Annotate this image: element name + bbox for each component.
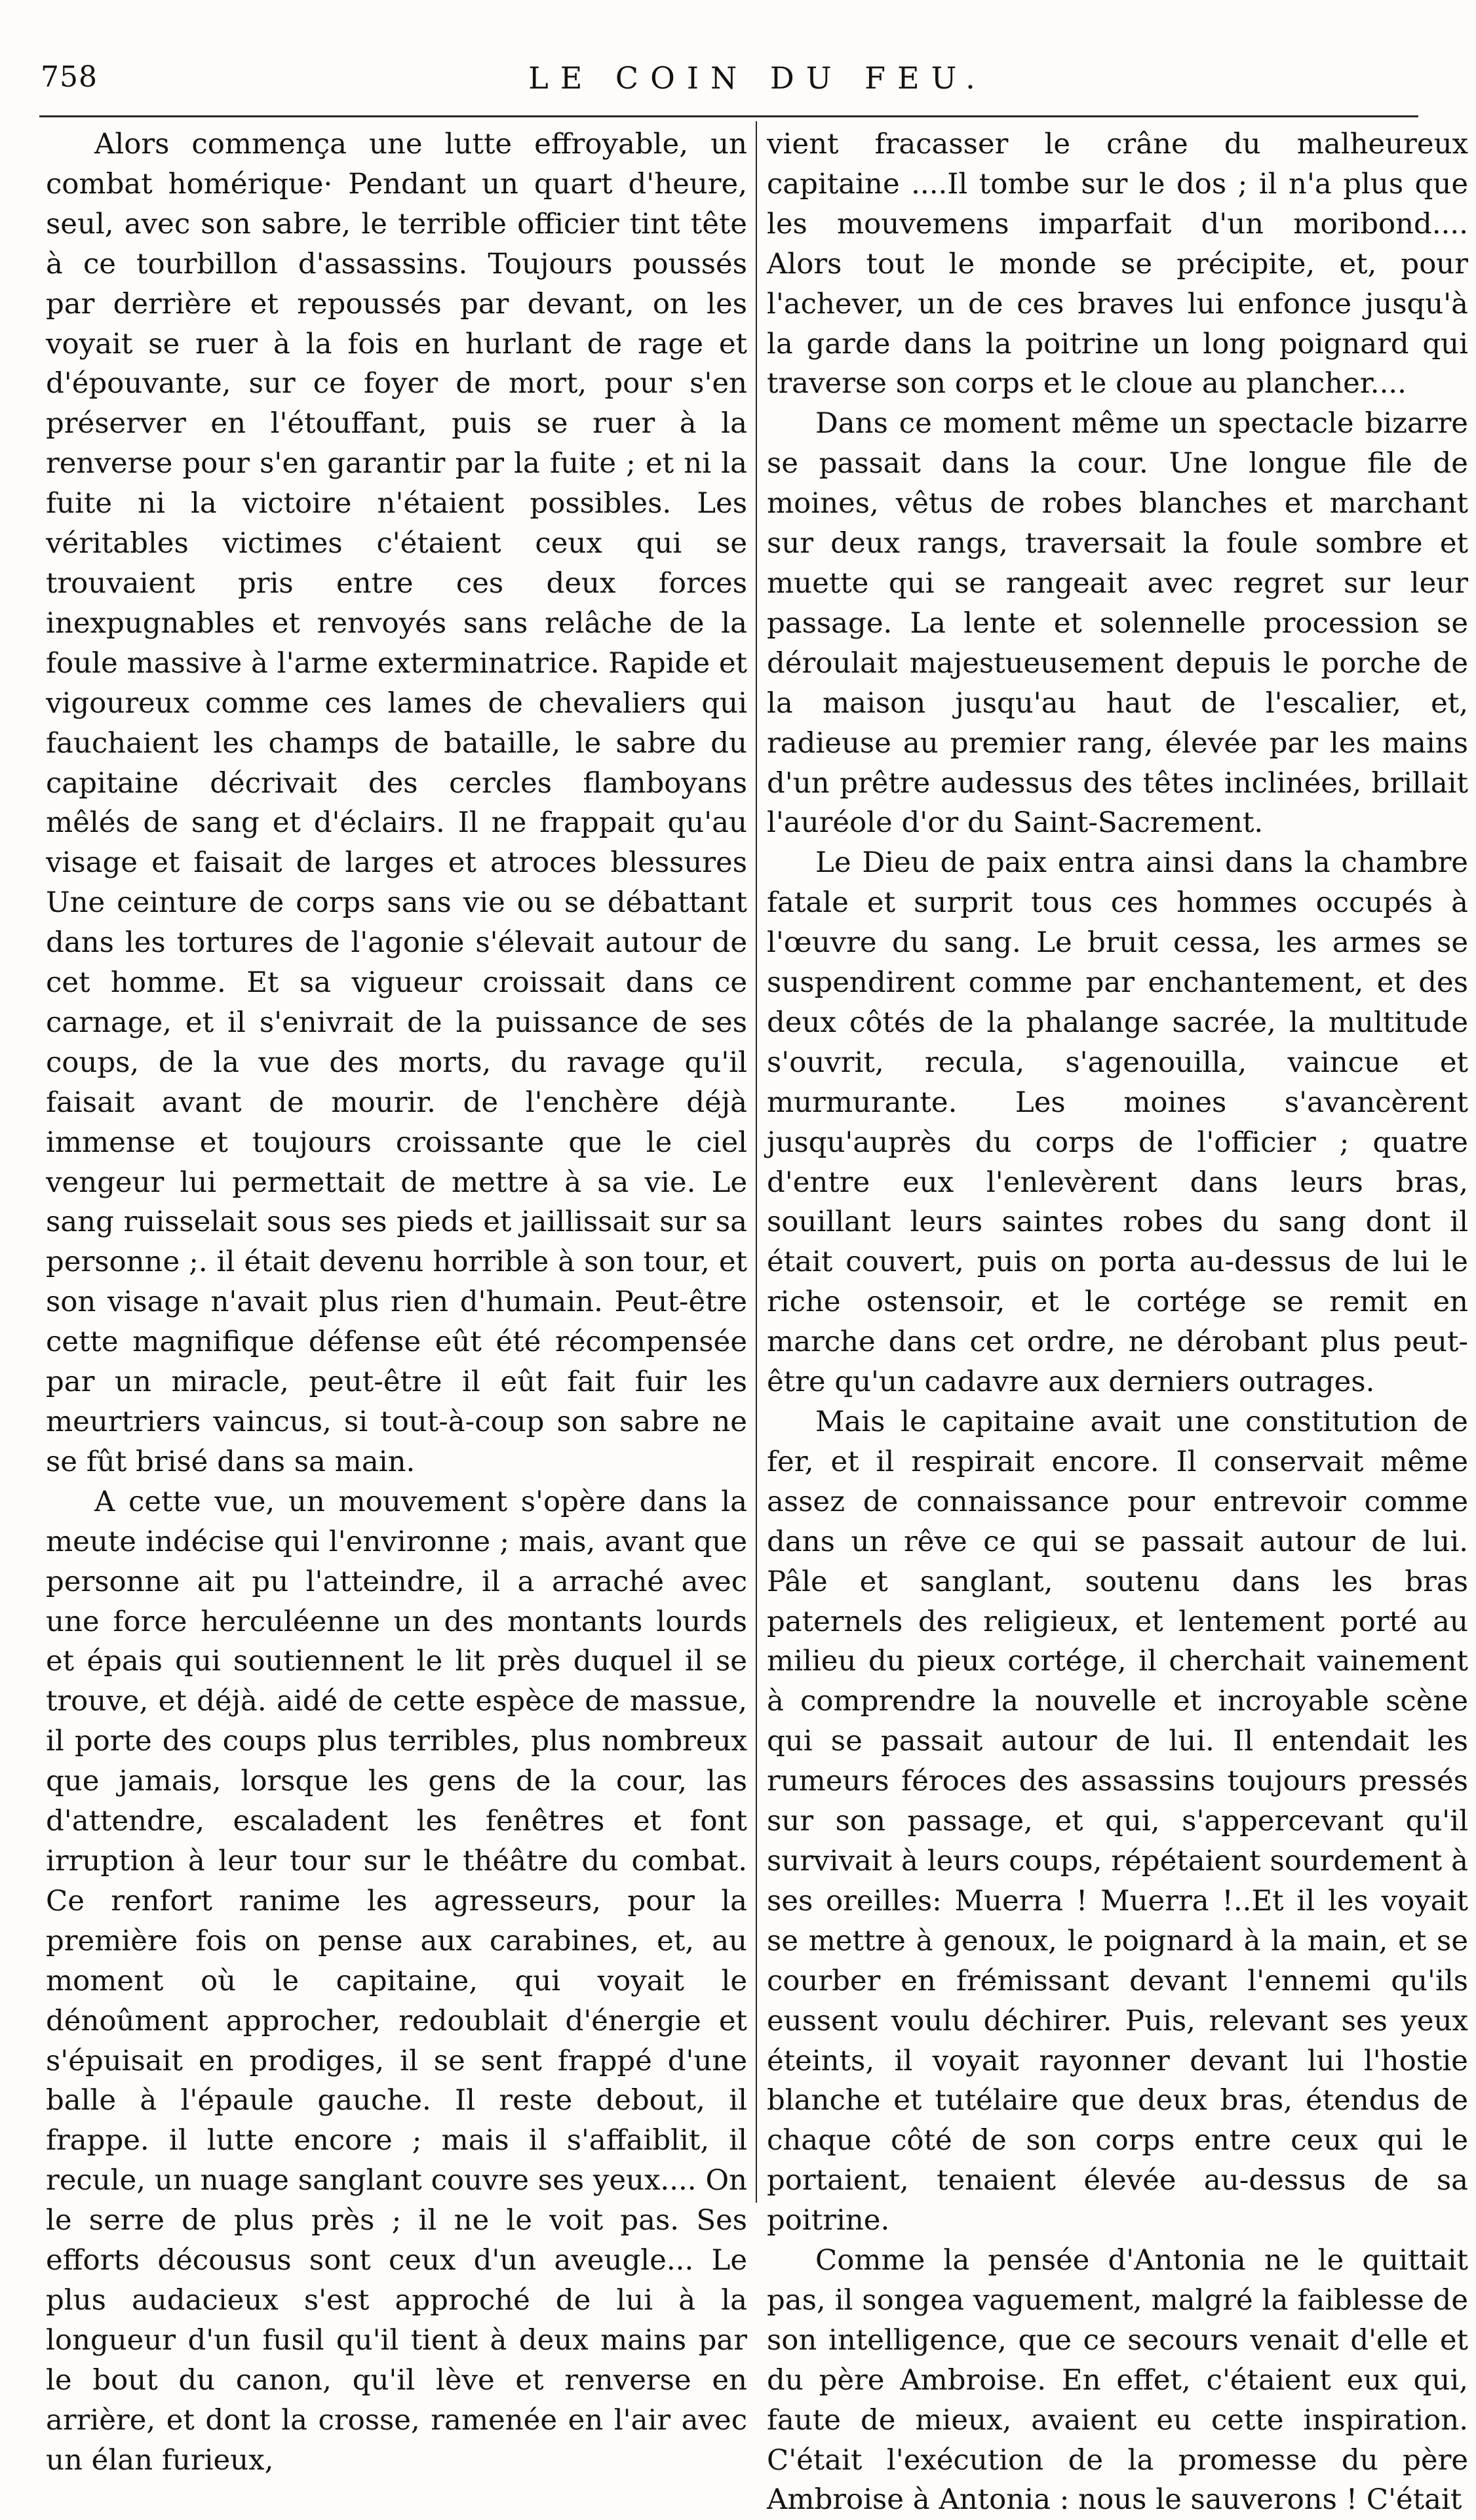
paragraph: Dans ce moment même un spectacle bizarre se passait dans la cour. Une longue file de moines, vêtus de robes blanches et marchant sur deux rangs, traversait la foule sombre et muette qui se rangeait avec regret sur leur passage. La lente et solennelle procession se déroulait majestueusement depuis le porche de la maison jusqu'au haut de l'escalier, et, radieuse au premier rang, élevée par les mains d'un prêtre audessus des têtes inclinées, brillait l'auréole d'or du Saint-Sacrement. <box>767 407 1468 840</box>
paragraph: Alors commença une lutte effroyable, un combat homérique· Pendant un quart d'heure, seul, avec son sabre, le terrible officier tint tête à ce tourbillon d'assassins. Toujours poussés par derrière et repoussés par devant, on les voyait se ruer à la fois en hurlant de rage et d'épouvante, sur ce foyer de mort, pour s'en préserver en l'étouffant, puis se ruer à la renverse pour s'en garantir par la fuite ; et ni la fuite ni la victoire n'étaient possibles. Les véritables victimes c'étaient ceux qui se trouvaient pris entre ces deux forces inexpugnables et renvoyés sans relâche de la foule massive à l'arme exterminatrice. Rapide et vigoureux comme ces lames de chevaliers qui fauchaient les champs de bataille, le sabre du capitaine décrivait des cercles flamboyans mêlés de sang et d'éclairs. Il ne frappait qu'au visage et faisait de larges et atroces blessures Une ceinture de corps sans vie ou se débattant dans les tortures de l'agonie s'élevait autour de cet homme. Et sa vigueur croissait dans ce carnage, et il s'enivrait de la puissance de ses coups, de la vue des morts, du ravage qu'il faisait avant de mourir. de l'enchère déjà immense et toujours croissante que le ciel vengeur lui permettait de mettre à sa vie. Le sang ruisselait sous ses pieds et jaillissait sur sa personne ;. il était devenu horrible à son tour, et son visage n'avait plus rien d'humain. Peut-être cette magnifique défense eût été récompensée par un miracle, peut-être il eût fait fuir les meurtriers vaincus, si tout-à-coup son sabre ne se fût brisé dans sa main. <box>46 128 747 1478</box>
column-divider <box>756 121 757 2203</box>
header-rule <box>39 115 1418 117</box>
paragraph: A cette vue, un mouvement s'opère dans la meute indécise qui l'environne ; mais, avant que personne ait pu l'atteindre, il a arraché avec une force herculéenne un des montants lourds et épais qui soutiennent le lit près duquel il se trouve, et déjà. aidé de cette espèce de massue, il porte des coups plus terribles, plus nombreux que jamais, lorsque les gens de la cour, las d'attendre, escaladent les fenêtres et font irruption à leur tour sur le théâtre du combat. Ce renfort ranime les agresseurs, pour la première fois on pense aux carabines, et, au moment où le capitaine, qui voyait le dénoûment approcher, redoublait d'énergie et s'épuisait en prodiges, il se sent frappé d'une balle à l'épaule gauche. Il reste debout, il frappe. il lutte encore ; mais il s'affaiblit, il recule, un nuage sanglant couvre ses yeux.... On le serre de plus près ; il ne le voit pas. Ses efforts décousus sont ceux d'un aveugle... Le plus audacieux s'est approché de lui à la longueur d'un fusil qu'il tient à deux mains par le bout du canon, qu'il lève et renverse en arrière, et dont la crosse, ramenée en l'air avec un élan furieux, <box>46 1485 747 2477</box>
paragraph: Comme la pensée d'Antonia ne le quittait pas, il songea vaguement, malgré la faiblesse de son intelligence, que ce secours venait d'elle et du père Ambroise. En effet, c'étaient eux qui, faute de mieux, avaient eu cette inspiration. C'était l'exécution de la promesse du père Ambroise à Antonia : nous le sauverons ! C'était <box>767 2244 1468 2517</box>
right-column <box>767 125 1468 2517</box>
page-number: 758 <box>41 60 98 94</box>
paragraph-continued: vient fracasser le crâne du malheureux capitaine ....Il tombe sur le dos ; il n'a plus que les mouvemens imparfait d'un moribond.... Alors tout le monde se précipite, et, pour l'achever, un de ces braves lui enfonce jusqu'à la garde dans la poitrine un long poignard qui traverse son corps et le cloue au plancher.... <box>767 128 1468 401</box>
left-column <box>46 125 747 2477</box>
paragraph: Mais le capitaine avait une constitution de fer, et il respirait encore. Il conservait même assez de connaissance pour entrevoir comme dans un rêve ce qui se passait autour de lui. Pâle et sanglant, soutenu dans les bras paternels des religieux, et lentement porté au milieu du pieux cortége, il cherchait vainement à comprendre la nouvelle et incroyable scène qui se passait autour de lui. Il entendait les rumeurs féroces des assassins toujours pressés sur son passage, et qui, s'appercevant qu'il survivait à leurs coups, répétaient sourdement à ses oreilles: Muerra ! Muerra !..Et il les voyait se mettre à genoux, le poignard à la main, et se courber en frémissant devant l'ennemi qu'ils eussent voulu déchirer. Puis, relevant ses yeux éteints, il voyait rayonner devant lui l'hostie blanche et tutélaire que deux bras, étendus de chaque côté de son corps entre ceux qui le portaient, tenaient élevée au-dessus de sa poitrine. <box>767 1406 1468 2237</box>
paragraph: Le Dieu de paix entra ainsi dans la chambre fatale et surprit tous ces hommes occupés à l'œuvre du sang. Le bruit cessa, les armes se suspendirent comme par enchantement, et des deux côtés de la phalange sacrée, la multitude s'ouvrit, recula, s'agenouilla, vaincue et murmurante. Les moines s'avancèrent jusqu'auprès du corps de l'officier ; quatre d'entre eux l'enlevèrent dans leurs bras, souillant leurs saintes robes du sang dont il était couvert, puis on porta au-dessus de lui le riche ostensoir, et le cortége se remit en marche dans cet ordre, ne dérobant plus peut-être qu'un cadavre aux derniers outrages. <box>767 846 1468 1399</box>
running-title: LE COIN DU FEU. <box>528 60 987 96</box>
